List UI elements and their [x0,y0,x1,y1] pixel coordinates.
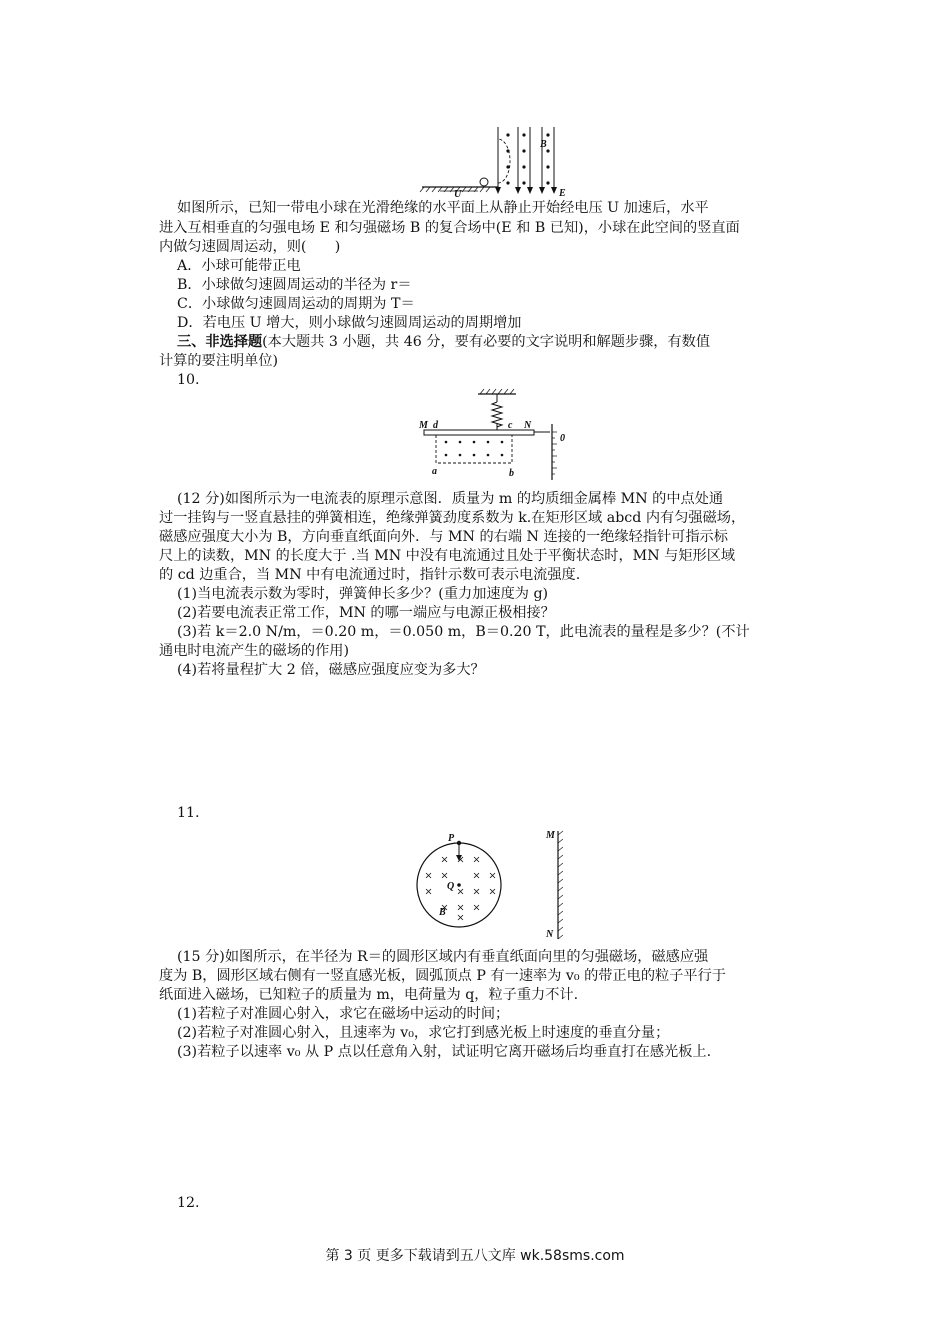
q10-figure [416,388,576,488]
q11-text-line-2: 度为 B，圆形区域右侧有一竖直感光板，圆弧顶点 P 有一速率为 v₀ 的带正电的粒子平行于 [159,968,726,984]
q10-label-c: c [508,420,513,431]
q9-stem-line-1: 如图所示，已知一带电小球在光滑绝缘的水平面上从静止开始经电压 U 加速后，水平 [177,200,709,216]
q11-label-B: B [439,907,446,918]
page-footer: 第 3 页 更多下载请到五八文库 wk.58sms.com [325,1248,625,1264]
q10-label-M: M [419,420,428,431]
q11-sub-3: (3)若粒子以速率 v₀ 从 P 点以任意角入射，试证明它离开磁场后均垂直打在感光板上. [177,1044,712,1060]
q10-label-zero: 0 [560,433,565,444]
q10-sub-4: (4)若将量程扩大 2 倍，磁感应强度应变为多大？ [177,662,485,678]
q10-sub-3a: (3)若 k＝2.0 N/m，＝0.20 m，＝0.050 m，B＝0.20 T，此电流表的量程是多少？(不计 [177,624,750,640]
q10-sub-2: (2)若要电流表正常工作，MN 的哪一端应与电源正极相接？ [177,605,555,621]
q11-number: 11. [177,805,200,821]
q9-option-b: B．小球做匀速圆周运动的半径为 r＝ [177,277,412,293]
q11-text-line-1: (15 分)如图所示，在半径为 R＝的圆形区域内有垂直纸面向里的匀强磁场，磁感应强 [177,949,709,965]
q9-stem-line-3: 内做匀速圆周运动，则( ) [159,239,341,255]
section3-desc-line-2: 计算的要注明单位) [159,353,279,369]
q11-figure [412,827,582,943]
q11-sub-1: (1)若粒子对准圆心射入，求它在磁场中运动的时间； [177,1006,510,1022]
q10-number: 10. [177,372,200,388]
q10-label-a: a [432,466,437,477]
q10-sub-1: (1)当电流表示数为零时，弹簧伸长多少？(重力加速度为 g) [177,586,549,602]
q11-text-line-3: 纸面进入磁场，已知粒子的质量为 m，电荷量为 q，粒子重力不计. [159,987,579,1003]
q9-stem-line-2: 进入互相垂直的匀强电场 E 和匀强磁场 B 的复合场中(E 和 B 已知)，小球在此空间的竖直面 [159,220,740,236]
q9-label-B: B [540,139,547,150]
q11-label-P: P [448,833,455,844]
q10-label-N: N [524,420,532,431]
section3-title: 三、非选择题 [177,334,263,350]
q11-label-Q: Q [447,881,455,892]
q10-text-line-4: 尺上的读数，MN 的长度大于 .当 MN 中没有电流通过且处于平衡状态时，MN 与矩形区域 [159,548,736,564]
q11-label-N: N [546,929,554,940]
q10-text-line-3: 磁感应强度大小为 B，方向垂直纸面向外．与 MN 的右端 N 连接的一绝缘轻指针可指示标 [159,529,728,545]
q11-sub-2: (2)若粒子对准圆心射入，且速率为 v₀，求它打到感光板上时速度的垂直分量； [177,1025,670,1041]
q9-option-c: C．小球做匀速圆周运动的周期为 T＝ [177,296,415,312]
section3-heading-line [177,333,710,352]
q12-number: 12. [177,1195,200,1211]
q10-label-d: d [433,420,438,431]
q9-figure [418,125,578,197]
q10-text-line-5: 的 cd 边重合，当 MN 中有电流通过时，指针示数可表示电流强度. [159,567,581,583]
q9-option-d: D．若电压 U 增大，则小球做匀速圆周运动的周期增加 [177,315,522,331]
q10-text-line-1: (12 分)如图所示为一电流表的原理示意图．质量为 m 的均质细金属棒 MN 的中点处通 [177,491,724,507]
q9-label-E: E [559,188,566,197]
q9-option-a: A．小球可能带正电 [177,258,301,274]
section3-desc: (本大题共 3 小题，共 46 分，要有必要的文字说明和解题步骤，有数值 [262,334,711,350]
q10-label-b: b [509,468,514,479]
q11-label-M: M [546,830,555,841]
q9-label-U: U [454,189,462,197]
q10-sub-3b: 通电时电流产生的磁场的作用) [159,643,349,659]
q10-text-line-2: 过一挂钩与一竖直悬挂的弹簧相连，绝缘弹簧劲度系数为 k.在矩形区域 abcd 内有匀强磁场， [159,510,746,526]
